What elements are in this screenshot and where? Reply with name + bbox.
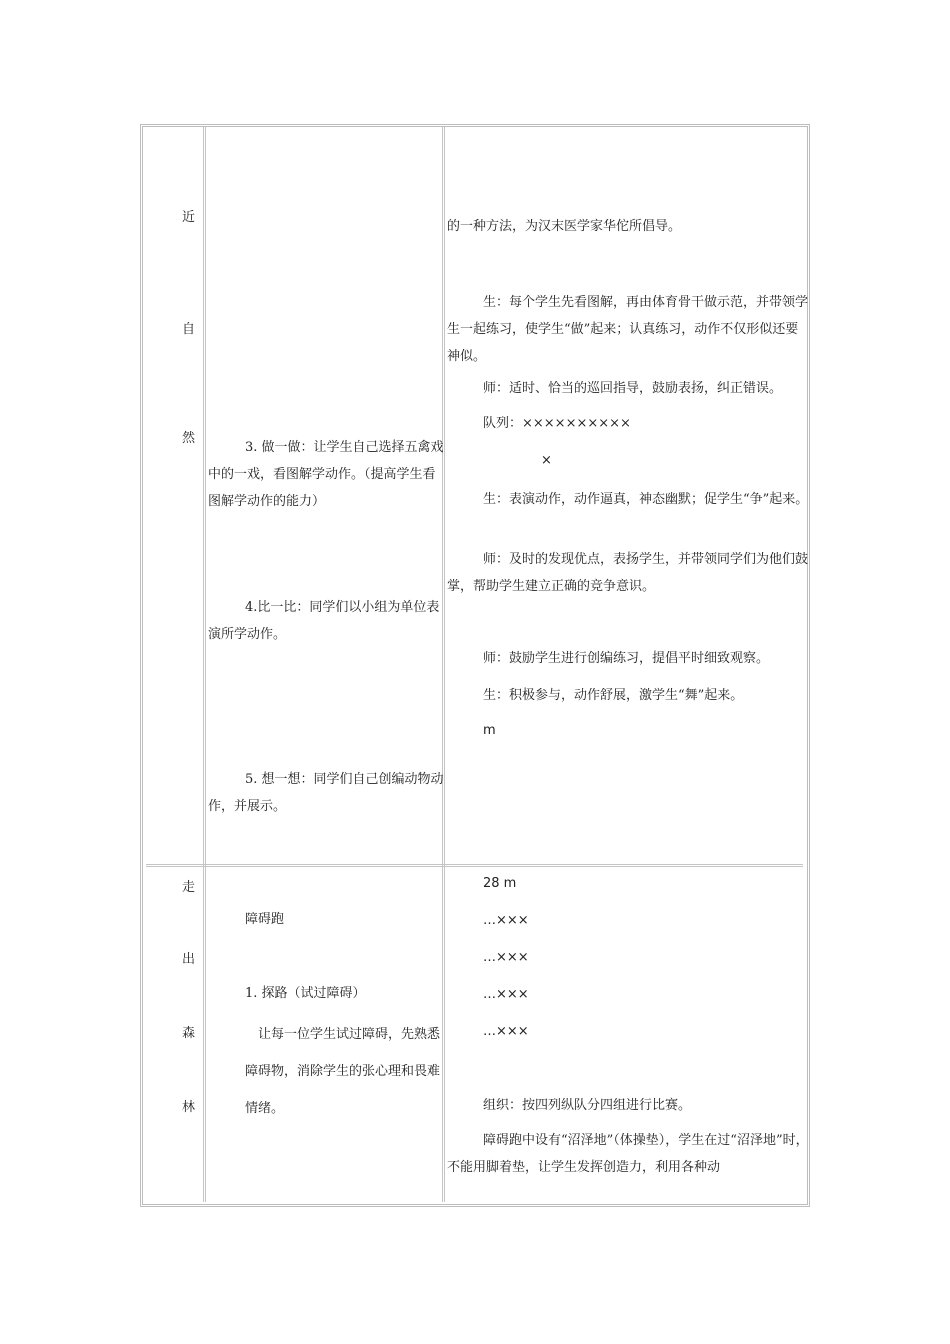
method-text <box>447 486 809 513</box>
distance-label: 28 m <box>483 876 517 891</box>
method-item: 师：鼓励学生进行创编练习，提倡平时细致观察。 <box>483 651 770 666</box>
column-divider-2 <box>442 127 445 1202</box>
method-item: 生：每个学生先看图解，再由体育骨干做示范，并带领学生一起练习，使学生“做”起来；认真练习，动作不仅形似还要神似。 <box>447 295 809 364</box>
method-text <box>447 645 809 672</box>
side-char: 然 <box>182 431 196 446</box>
activity-item: 5. 想一想：同学们自己创编动物动作，并展示。 <box>208 772 444 814</box>
method-item: 师：适时、恰当的巡回指导，鼓励表扬，纠正错误。 <box>483 381 783 396</box>
method-text <box>447 1127 809 1181</box>
method-text <box>447 213 809 240</box>
method-item: 的一种方法，为汉末医学家华佗所倡导。 <box>447 219 682 234</box>
method-item: 生：表演动作，动作逼真，神态幽默；促学生“争”起来。 <box>483 492 809 507</box>
method-item: 组织：按四列纵队分四组进行比赛。 <box>483 1098 692 1113</box>
activity-text <box>208 434 444 515</box>
method-text <box>447 289 809 370</box>
activity-text <box>208 766 444 820</box>
side-char: 走 <box>182 880 196 895</box>
team-row: …××× <box>483 1024 529 1039</box>
side-char: 林 <box>182 1100 196 1115</box>
activity-text <box>245 1016 441 1127</box>
formation-mark: × <box>541 453 552 468</box>
side-char: 森 <box>182 1026 196 1041</box>
method-item: 生：积极参与，动作舒展，激学生“舞”起来。 <box>483 688 744 703</box>
method-text <box>447 1092 809 1119</box>
side-char: 近 <box>182 210 196 225</box>
method-item: 障碍跑中设有“沼泽地”（体操垫），学生在过“沼泽地”时，不能用脚着垫，让学生发挥创造力，利用各种动 <box>447 1133 809 1175</box>
method-text <box>447 682 809 709</box>
activity-text <box>208 594 444 648</box>
team-row: …××× <box>483 987 529 1002</box>
team-row: …××× <box>483 950 529 965</box>
side-char: 自 <box>182 322 196 337</box>
method-text <box>447 375 809 402</box>
activity-title: 障碍跑 <box>245 912 285 927</box>
activity-step: 1. 探路（试过障碍） <box>245 986 366 1001</box>
unit-label: m <box>483 723 496 738</box>
row-divider <box>146 864 803 867</box>
activity-item: 3. 做一做：让学生自己选择五禽戏中的一戏，看图解学动作。（提高学生看图解学动作的能力） <box>208 440 444 509</box>
team-row: …××× <box>483 913 529 928</box>
side-char: 出 <box>182 952 196 967</box>
formation-row: 队列：×××××××××× <box>483 416 631 431</box>
method-item: 师：及时的发现优点，表扬学生，并带领同学们为他们鼓掌，帮助学生建立正确的竞争意识。 <box>447 552 809 594</box>
activity-item: 4.比一比：同学们以小组为单位表演所学动作。 <box>208 600 440 642</box>
activity-item: 让每一位学生试过障碍，先熟悉障碍物，消除学生的张心理和畏难情绪。 <box>245 1027 441 1116</box>
column-divider-1 <box>203 127 206 1202</box>
method-text <box>447 546 809 600</box>
